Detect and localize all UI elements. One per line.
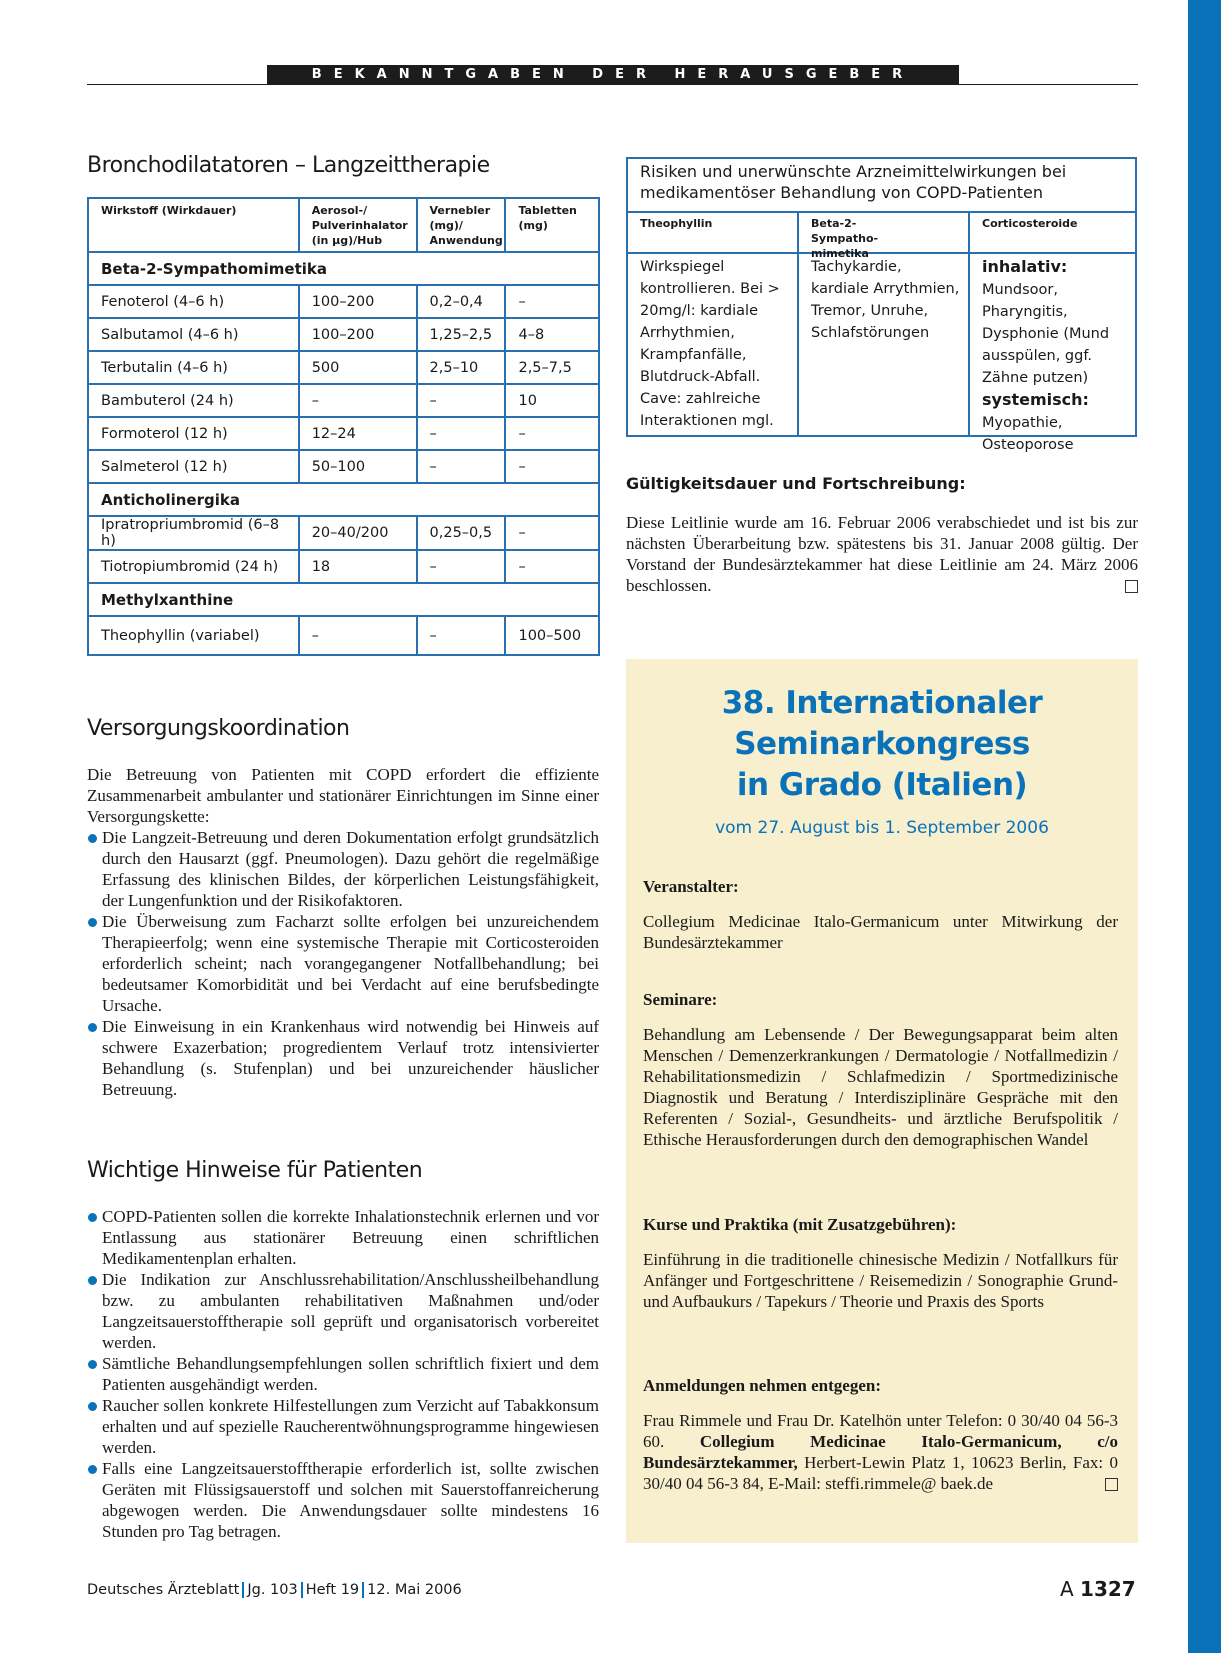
list-item: Raucher sollen konkrete Hilfestellungen zum Verzicht auf Tabakkonsum erhalten und auf spezielle Raucherentwöhnungsprogramme hingewiesen werden. — [87, 1395, 599, 1458]
bullet-icon — [88, 1023, 97, 1032]
kurse-text: Einführung in die traditionelle chinesische Medizin / Notfallkurs für Anfänger und Fortgeschrittene / Reisemedizin / Sonographie Grund- und Aufbaukurs / Tapekurs / Theorie und Praxis des Sports — [643, 1250, 1118, 1311]
bronchodilatatoren-title: Bronchodilatatoren – Langzeittherapie — [87, 153, 490, 178]
versorgung-list — [87, 827, 599, 1100]
risk-cell-beta2: Tachykardie, kardiale Arrythmien, Tremor, Unruhe, Schlafstörungen — [811, 259, 960, 341]
group-label: Anticholinergika — [88, 483, 599, 516]
risk-cell-corticosteroide: inhalativ: Mundsoor, Pharyngitis, Dysphonie (Mund ausspülen, ggf. Zähne putzen) systemisch: Myopathie, Osteoporose — [982, 257, 1110, 453]
header-rule — [87, 84, 1138, 85]
table-row: Salbutamol (4–6 h) 100–200 1,25–2,5 4–8 — [88, 318, 599, 351]
hinweise-list — [87, 1206, 599, 1542]
risk-col-header: Theophyllin — [640, 217, 713, 230]
bullet-icon — [88, 834, 97, 843]
end-square-icon — [1105, 1478, 1118, 1491]
bullet-icon — [88, 1402, 97, 1411]
kongress-box — [626, 659, 1138, 1543]
column-header: Wirkstoff (Wirkdauer) — [88, 198, 299, 252]
table-row: Ipratropriumbromid (6–8 h) 20–40/200 0,25–0,5 – — [88, 516, 599, 550]
risk-table — [626, 157, 1137, 453]
versorgung-title: Versorgungskoordination — [87, 716, 350, 741]
veranstalter-heading: Veranstalter: — [643, 877, 739, 896]
gueltigkeit-text: Diese Leitlinie wurde am 16. Februar 2006 verabschiedet und ist bis zur nächsten Überarbeitung bzw. spätestens bis 31. Januar 2008 gültig. Der Vorstand der Bundesärztekammer hat diese Leitlinie am 24. März 2006 beschlossen. — [626, 513, 1138, 595]
seminare-heading: Seminare: — [643, 990, 718, 1009]
drug-table — [87, 197, 600, 656]
versorgung-intro: Die Betreuung von Patienten mit COPD erfordert die effiziente Zusammenarbeit ambulanter und stationärer Einrichtungen im Sinne einer Versorgungskette: — [87, 765, 599, 826]
section-header: BEKANNTGABEN DER HERAUSGEBER — [267, 65, 959, 85]
divider — [301, 1582, 303, 1598]
bullet-icon — [88, 1360, 97, 1369]
list-item: Sämtliche Behandlungsempfehlungen sollen schriftlich fixiert und dem Patienten ausgehändigt werden. — [87, 1353, 599, 1395]
kurse-heading: Kurse und Praktika (mit Zusatzgebühren): — [643, 1215, 957, 1234]
gueltigkeit-title: Gültigkeitsdauer und Fortschreibung: — [626, 474, 966, 493]
bullet-icon — [88, 1213, 97, 1222]
risk-cell-theophyllin: Wirkspiegel kontrollieren. Bei > 20mg/l: kardiale Arrhythmien, Krampfanfälle, Blutdruck-Abfall. Cave: zahlreiche Interaktionen mgl. — [640, 259, 780, 429]
hinweise-title: Wichtige Hinweise für Patienten — [87, 1158, 423, 1183]
end-square-icon — [1125, 580, 1138, 593]
column-header: Aerosol-/ Pulverinhalator (in µg)/Hub — [299, 198, 417, 252]
anmeldung-text: Frau Rimmele und Frau Dr. Katelhön unter Telefon: 0 30/40 04 56-3 60. Collegium Medicinae Italo-Germanicum, c/o Bundesärztekammer, Herbert-Lewin Platz 1, 10623 Berlin, Fax: 0 30/40 04 56-3 84, E-Mail: steffi.rimmele@ baek.de — [643, 1411, 1119, 1493]
table-row: Bambuterol (24 h) – – 10 — [88, 384, 599, 417]
bullet-icon — [88, 1465, 97, 1474]
seminare-text: Behandlung am Lebensende / Der Bewegungsapparat beim alten Menschen / Demenzerkrankungen / Dermatologie / Notfallmedizin / Rehabilitationsmedizin / Schlafmedizin / Sportmedizinische Diagnostik und Beratung / Interdisziplinäre Gespräche mit den Referenten / Sozial-, Gesundheits- und ärztliche Berufspolitik / Ethische Herausforderungen durch den demographischen Wandel — [643, 1025, 1118, 1149]
side-color-bar — [1188, 0, 1221, 1653]
table-row: Formoterol (12 h) 12–24 – – — [88, 417, 599, 450]
column-header: Tabletten (mg) — [505, 198, 599, 252]
table-row: Terbutalin (4–6 h) 500 2,5–10 2,5–7,5 — [88, 351, 599, 384]
veranstalter-text: Collegium Medicinae Italo-Germanicum unter Mitwirkung der Bundesärztekammer — [643, 912, 1118, 952]
anmeldung-heading: Anmeldungen nehmen entgegen: — [643, 1376, 882, 1395]
bullet-icon — [88, 918, 97, 927]
list-item: Die Überweisung zum Facharzt sollte erfolgen bei unzureichendem Therapieerfolg; wenn eine systemische Therapie mit Corticosteroiden erforderlich scheint; nach vorangegangener Notfallbehandlung; bei bedeutsamer Komorbidität und bei Verdacht auf eine berufsbedingte Ursache. — [87, 911, 599, 1016]
risk-col-header: Beta-2-Sympatho- mimetika — [811, 217, 879, 260]
divider — [362, 1582, 364, 1598]
page-number: A 1327 — [1060, 1577, 1136, 1601]
list-item: Die Langzeit-Betreuung und deren Dokumentation erfolgt grundsätzlich durch den Hausarzt (ggf. Pneumologen). Dazu gehört die regelmäßige Erfassung des klinischen Bildes, der körperlichen Leistungsfähigkeit, der Lungenfunktion und der Risikofaktoren. — [87, 827, 599, 911]
table-row: Fenoterol (4–6 h) 100–200 0,2–0,4 – — [88, 285, 599, 318]
table-row: Salmeterol (12 h) 50–100 – – — [88, 450, 599, 483]
risk-col-header: Corticosteroide — [982, 217, 1078, 230]
kongress-title: 38. Internationaler Seminarkongress in Grado (Italien) — [721, 685, 1043, 803]
table-row: Tiotropiumbromid (24 h) 18 – – — [88, 550, 599, 583]
page-footer: Deutsches Ärzteblatt Jg. 103 Heft 19 12. Mai 2006 — [87, 1582, 462, 1598]
list-item: Falls eine Langzeitsauerstofftherapie erforderlich ist, sollte zwischen Geräten mit Flüssigsauerstoff und solchen mit Sauerstoffanreicherung abgewogen werden. Die Anwendungsdauer sollte mindestens 16 Stunden pro Tag betragen. — [87, 1458, 599, 1542]
column-header: Vernebler (mg)/ Anwendung — [417, 198, 506, 252]
bullet-icon — [88, 1276, 97, 1285]
list-item: COPD-Patienten sollen die korrekte Inhalationstechnik erlernen und vor Entlassung aus stationärer Betreuung einen schriftlichen Medikamentenplan erhalten. — [87, 1206, 599, 1269]
risk-table-title: Risiken und unerwünschte Arzneimittelwirkungen bei medikamentöser Behandlung von COPD-Patienten — [640, 162, 1067, 202]
divider — [628, 211, 1135, 213]
list-item: Die Einweisung in ein Krankenhaus wird notwendig bei Hinweis auf schwere Exazerbation; progredientem Verlauf trotz intensivierter Behandlung (s. Stufenplan) und bei unzureichender häuslicher Betreuung. — [87, 1016, 599, 1100]
group-label: Beta-2-Sympathomimetika — [88, 252, 599, 285]
divider — [968, 211, 970, 435]
list-item: Die Indikation zur Anschlussrehabilitation/Anschlussheilbehandlung bzw. zu ambulanten rehabilitativen Maßnahmen und/oder Langzeitsauerstofftherapie soll geprüft und organisatorisch vorbereitet werden. — [87, 1269, 599, 1353]
divider — [242, 1582, 244, 1598]
divider — [797, 211, 799, 435]
group-label: Methylxanthine — [88, 583, 599, 616]
table-row: Theophyllin (variabel) – – 100–500 — [88, 616, 599, 655]
kongress-subtitle: vom 27. August bis 1. September 2006 — [715, 818, 1049, 838]
